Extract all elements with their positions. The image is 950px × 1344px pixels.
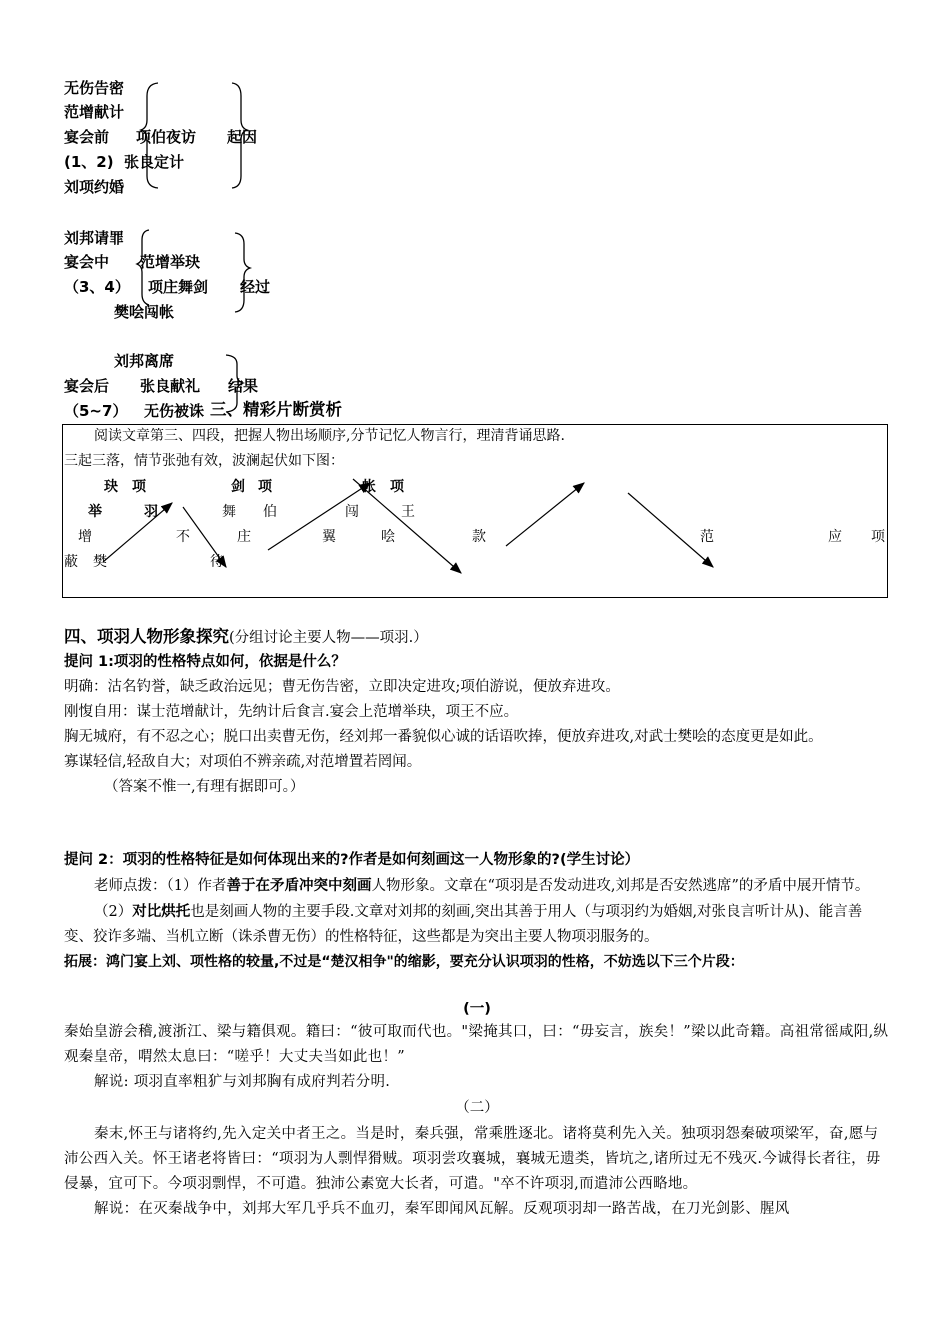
outline-stage: 起因	[227, 128, 258, 146]
outline-line: 范增献计	[64, 103, 125, 121]
wave-arrow	[353, 479, 461, 573]
wave-char: 项	[390, 479, 404, 495]
excerpt-note: 解说: 项羽直率粗犷与刘邦胸有成府判若分明.	[94, 1074, 391, 1090]
teacher-hint-2	[64, 899, 890, 950]
answer-note: （答案不惟一,有理有据即可。）	[104, 779, 305, 795]
box-instruction: 阅读文章第三、四段，把握人物出场顺序,分节记忆人物言行，理清背诵思路.	[94, 428, 565, 444]
excerpt-2	[64, 1122, 890, 1222]
q1-block	[64, 650, 890, 800]
outline-stage: 结果	[228, 377, 259, 395]
outline-line: 樊哙闯帐	[114, 303, 175, 321]
question-1: 提问 1:项羽的性格特点如何，依据是什么？	[64, 654, 346, 670]
wave-char: 待	[210, 554, 224, 570]
outline-label: (1、2)	[64, 153, 114, 171]
answer-line: 寡谋轻信,轻敌自大；对项伯不辨亲疏,对范增置若罔闻。	[64, 754, 422, 770]
wave-char: 项	[132, 479, 146, 495]
wave-char: 应	[828, 529, 842, 545]
outline-stage: 经过	[240, 278, 271, 296]
outline-item: 项伯夜访	[136, 128, 197, 146]
outline-line: 刘邦请罪	[64, 229, 125, 247]
wave-char: 项	[258, 479, 272, 495]
excerpt-1	[64, 1020, 890, 1095]
section4-title-note: (分组讨论主要人物——项羽.）	[229, 630, 428, 646]
excerpt-note: 解说：在灭秦战争中，刘邦大军几乎兵不血刃，秦军即闻风瓦解。反观项羽却一路苦战，在刀光剑影、腥风	[94, 1201, 790, 1217]
wave-char: 哙	[381, 529, 395, 545]
hint-text: （2）	[94, 904, 133, 920]
hint-text: 老师点拨：（1）作者	[94, 878, 227, 894]
wave-char: 羽	[144, 504, 158, 520]
wave-char: 剑	[231, 479, 245, 495]
hint-bold: 善于在矛盾冲突中刻画	[226, 877, 372, 894]
wave-arrows	[0, 0, 950, 620]
hint-text: 也是刻画人物的主要手段.文章对刘邦的刻画,突出其善于用人（与项羽约为婚姻,对张良言听计从)、能言善变、狡诈多端、当机立断（诛杀曹无伤）的性格特征，这些都是为突出主要人物项羽服务的。	[64, 904, 863, 945]
wave-char: 增	[78, 529, 92, 545]
teacher-hint-1	[64, 873, 890, 899]
outline-line: 刘邦离席	[114, 352, 175, 370]
wave-char: 翼	[322, 529, 336, 545]
wave-char: 不	[176, 529, 190, 545]
excerpt-text: 秦始皇游会稽,渡浙江、梁与籍俱观。籍曰：“彼可取而代也。"梁掩其口，曰：“毋妄言，族矣！”梁以此奇籍。高祖常徭咸阳,纵观秦皇帝，喟然太息曰：“嗟乎！大丈夫当如此也！”	[64, 1024, 889, 1065]
wave-char: 闯	[345, 504, 359, 520]
outline-item: 无伤被诛	[144, 402, 205, 420]
wave-char: 举	[88, 504, 102, 520]
wave-char: 项	[871, 529, 885, 545]
outline-item: 张良定计	[124, 153, 185, 171]
wave-char: 款	[472, 529, 486, 545]
outline-item: 张良献礼	[140, 377, 201, 395]
section4-title	[64, 624, 428, 651]
wave-char: 樊	[93, 554, 107, 570]
question-2: 提问 2：项羽的性格特征是如何体现出来的?作者是如何刻画这一人物形象的?(学生讨论）	[64, 852, 640, 868]
excerpt-heading-1: (一)	[463, 1001, 491, 1017]
outline-line: 刘项约婚	[64, 178, 125, 196]
wave-char: 范	[700, 529, 714, 545]
wave-char: 帐	[362, 479, 376, 495]
wave-arrow	[103, 503, 172, 562]
wave-char: 玦	[104, 479, 118, 495]
q2-block	[64, 848, 890, 975]
excerpt-heading-2: （二）	[455, 1100, 499, 1116]
wave-char: 蔽	[64, 554, 78, 570]
wave-arrow	[506, 483, 584, 546]
answer-line: 胸无城府，有不忍之心；脱口出卖曹无伤，经刘邦一番貌似心诚的话语吹捧，便放弃进攻,对武士樊哙的态度更是如此。	[64, 729, 823, 745]
outline-label: （3、4）	[64, 278, 130, 296]
outline-label: 宴会中	[64, 253, 110, 271]
outline-label: 宴会后	[64, 377, 110, 395]
wave-char: 庄	[237, 529, 251, 545]
section4-title-text: 四、项羽人物形象探究	[64, 627, 229, 646]
outline-item: 范增举玦	[140, 253, 201, 271]
answer-line: 刚愎自用：谋士范增献计，先纳计后食言.宴会上范增举玦，项王不应。	[64, 704, 519, 720]
hint-text: 人物形象。文章在“项羽是否发动进攻,刘邦是否安然逃席”的矛盾中展开情节。	[371, 878, 870, 894]
wave-arrow	[268, 483, 370, 550]
outline-label: （5~7）	[64, 402, 128, 420]
outline-label: 宴会前	[64, 128, 110, 146]
wave-arrow	[628, 493, 713, 567]
outline-line: 无伤告密	[64, 79, 125, 97]
wave-arrow	[183, 507, 226, 567]
outline-item: 项庄舞剑	[148, 278, 209, 296]
hint-bold: 对比烘托	[132, 903, 191, 920]
extension: 拓展：鸿门宴上刘、项性格的较量,不过是“楚汉相争"的缩影，要充分认识项羽的性格，不妨选以下三个片段：	[64, 954, 744, 970]
excerpt-text: 秦末,怀王与诸将约,先入定关中者王之。当是时，秦兵强，常乘胜逐北。诸将莫利先入关。独项羽怨秦破项梁军，奋,愿与沛公西入关。怀王诸老将皆曰：“项羽为人剽悍猾贼。项羽尝攻襄城，襄城无遗类，皆坑之,诸所过无不残灭.今诚得长者往，毋侵暴，宜可下。今项羽剽悍，不可遣。独沛公素宽大长者，可遣。"卒不许项羽,而遣沛公西略地。	[64, 1126, 881, 1192]
wave-char: 伯	[263, 504, 277, 520]
answer-line: 明确：沽名钓誉，缺乏政治远见；曹无伤告密，立即决定进攻;项伯游说，便放弃进攻。	[64, 679, 620, 695]
wave-char: 舞	[222, 504, 236, 520]
section-heading: 三、精彩片断赏析	[210, 400, 342, 419]
box-note: 三起三落，情节张弛有效，波澜起伏如下图：	[64, 453, 344, 469]
wave-char: 王	[401, 504, 415, 520]
